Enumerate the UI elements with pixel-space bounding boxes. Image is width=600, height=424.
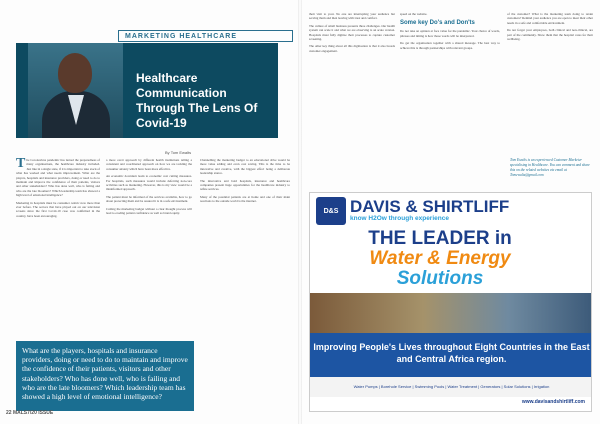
ad-tagline: know H2Ow through experience xyxy=(350,215,449,222)
ad-headline-2: Water & Energy xyxy=(369,248,511,269)
article-col-1: The Coronavirus pandemic has turned the preparedness of many organisations, the healthcare industry included. Just like in a single state, if it is important to take stock of what has worked and what needs improvement. What are the players, hospitals and insurance providers, doing or need to do to maintain and improve the confidence of their patients, visitors and other stakeholders? Who has done well, who is failing and who are the late bloomers? Which leadership team has showed a high level of emotional intelligence? Marketing in hospitals must be consumer centric now more than ever before. The sectors that have played out on our television screens since the first Covid-19 case was confirmed in the country, have been encouraging. xyxy=(16,158,100,218)
article-headline: Healthcare Communication Through The Lens Of Covid-19 xyxy=(136,71,258,130)
drop-cap: T xyxy=(16,158,26,171)
subheading: Some key Do's and Don'ts xyxy=(400,20,475,27)
page-footer: 22 MALS7/20 ISSUE xyxy=(6,410,54,416)
page-gutter xyxy=(298,0,302,424)
advertisement[interactable] xyxy=(309,192,592,412)
section-tag: MARKETING HEALTHCARE xyxy=(118,30,293,42)
hero-photo xyxy=(28,43,123,138)
ad-website-link[interactable]: www.davisandshirtliff.com xyxy=(521,399,585,405)
ad-brand: DAVIS & SHIRTLIFF xyxy=(350,197,510,216)
ad-headline-3: Solutions xyxy=(396,268,484,289)
ad-headline: THE LEADER in xyxy=(368,228,512,249)
article-col-2: a more overt approach by different health institutions telling a consistent and coordinated approach on how we are tackling the consumer anxiety which have been more effective. An economic downturn leads to economic cost cutting measures. For hospitals, such measures would include deferring non-core activities such as marketing. However, this is my view would be a misinformed approach. The patient must be informed of the services available, how to go about protecting them and be assured it is in a safe environment. Cutting the marketing budget without a clear thought process will lead to eroding patient confidence as well as brand equity. xyxy=(106,158,192,216)
author-bio: Tom Ewalts is an experienced Customer Marketer specialising in Healthcare. You can comment and share this on the related websites via email at Tomewalts@gmail.com xyxy=(510,158,590,177)
ad-services: Water Pumps | Borehole Service | Swimming Pools | Water Treatment | Generators | Solar Solutions | Irrigation xyxy=(310,377,592,397)
article-col-4: their visit to your. No one are interrupting your audience but serving them and then leaving with trust and comfort. The culture of small business presents three challenges. Our health system can scale it and what we are observing is an acute version. Hospitals must fully digitise their processes to capture customer screening. The other key thing about all this digitisation is that it also breeds customer engagement. xyxy=(309,12,395,53)
ad-slogan: Improving People's Lives throughout Eight Countries in the East and Central Africa region. xyxy=(310,333,592,377)
byline: By Tom Ewalts xyxy=(165,150,192,155)
article-col-3: Channelling the marketing budget to an educational drive would be more value adding and even cost saving. This is the time to be innovative and creative, with the biggest effect being a deliberate leadership stance. The innovative and bold hospitals, insurance and healthcare companies present huge opportunities for the healthcare industry to refine services. Many of the potential patients are at home and one of their main reactions to the outside world is the internet. xyxy=(200,158,290,204)
article-col-5: speed on the website. Some key Do's and Don'ts Do not take an opinion at face value for the pandemic. Your choice of words, phrases and timing is how those words will be interpreted. Do get the organisation together with a shared message. The best way to achieve this is through partnerships with relevant groups. xyxy=(400,12,500,50)
article-col-6: of the customer? What is the marketing team doing to retain customers? Remind your audience you are open to meet their other needs in a safe and comfortable environment. Do not forget your employees, both clinical and non-clinical, are part of the community. Show them that the hospital cares for their wellbeing. xyxy=(507,12,593,42)
ad-logo: D&S xyxy=(316,197,346,225)
pull-quote: What are the players, hospitals and insurance providers, doing or need to do to maintain and improve the confidence of their patients, visitors and other stakeholders? Who has done well, who is failing and who are the late bloomers? Which leadership team has showed a high level of emotional intelligence? xyxy=(16,341,194,411)
hero-banner xyxy=(16,43,278,138)
ad-photo xyxy=(310,293,592,333)
